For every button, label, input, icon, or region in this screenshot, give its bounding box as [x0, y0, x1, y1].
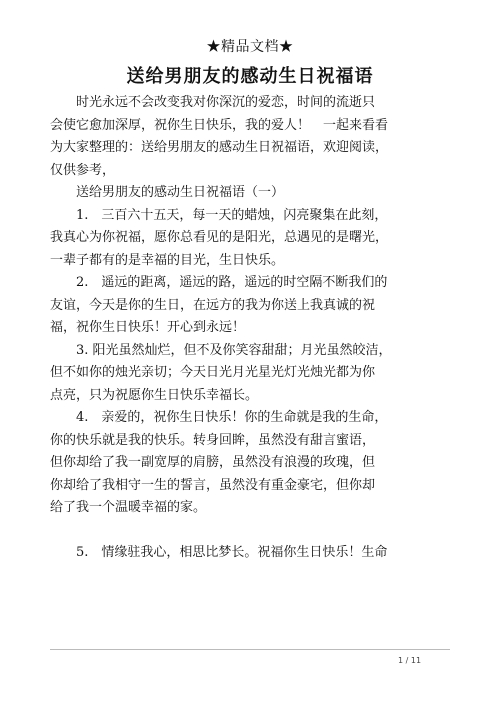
page-number: 1 / 11: [398, 656, 422, 665]
document-body: [50, 92, 422, 564]
paragraph-line: 3. 阳光虽然灿烂，但不及你笑容甜甜；月光虽然皎洁，: [50, 342, 392, 358]
footer-divider: [50, 649, 450, 650]
paragraph-line: 5. 情缘驻我心，相思比梦长。祝福你生日快乐！生命: [50, 544, 388, 560]
paragraph-line: 仅供参考，: [50, 162, 116, 178]
paragraph-line: 一辈子都有的是幸福的目光，生日快乐。: [50, 252, 285, 268]
paragraph-line: 福，祝你生日快乐！开心到永远！: [50, 320, 246, 335]
paragraph-line: 时光永远不会改变我对你深沉的爱恋，时间的流逝只: [50, 95, 376, 110]
document-title: 送给男朋友的感动生日祝福语: [126, 66, 374, 87]
paragraph-line: 为大家整理的：送给男朋友的感动生日祝福语，欢迎阅读，: [50, 140, 389, 155]
paragraph-line: 4. 亲爱的，祝你生日快乐！你的生命就是我的生命，: [50, 410, 388, 425]
paragraph-line: 1. 三百六十五天，每一天的蜡烛，闪亮聚集在此刻，: [50, 207, 388, 223]
paragraph-line: 但你却给了我一副宽厚的肩膀，虽然没有浪漫的玫瑰，但: [50, 455, 376, 470]
paragraph-line: 但不如你的烛光亲切；今天日光月光星光灯光烛光都为你: [50, 365, 376, 380]
paragraph-line: 2. 遥远的距离，遥远的路，遥远的时空隔不断我们的: [50, 275, 388, 290]
document-header: ★精品文档★: [206, 39, 294, 55]
paragraph-line: 友谊，今天是你的生日，在远方的我为你送上我真诚的祝: [50, 297, 376, 313]
section-heading: 送给男朋友的感动生日祝福语（一）: [50, 185, 285, 200]
paragraph-line: 我真心为你祝福，愿你总看见的是阳光，总遇见的是曙光，: [50, 230, 389, 245]
paragraph-line: 点亮，只为祝愿你生日快乐幸福长。: [50, 387, 259, 403]
paragraph-line: 会使它愈加深厚，祝你生日快乐，我的爱人！ 一起来看看: [50, 117, 389, 133]
paragraph-gap: [50, 520, 422, 542]
paragraph-line: 你的快乐就是我的快乐。转身回眸，虽然没有甜言蜜语，: [50, 432, 376, 448]
paragraph-line: 你却给了我相守一生的誓言，虽然没有重金豪宅，但你却: [50, 477, 376, 493]
paragraph-line: 给了我一个温暖幸福的家。: [50, 500, 207, 515]
